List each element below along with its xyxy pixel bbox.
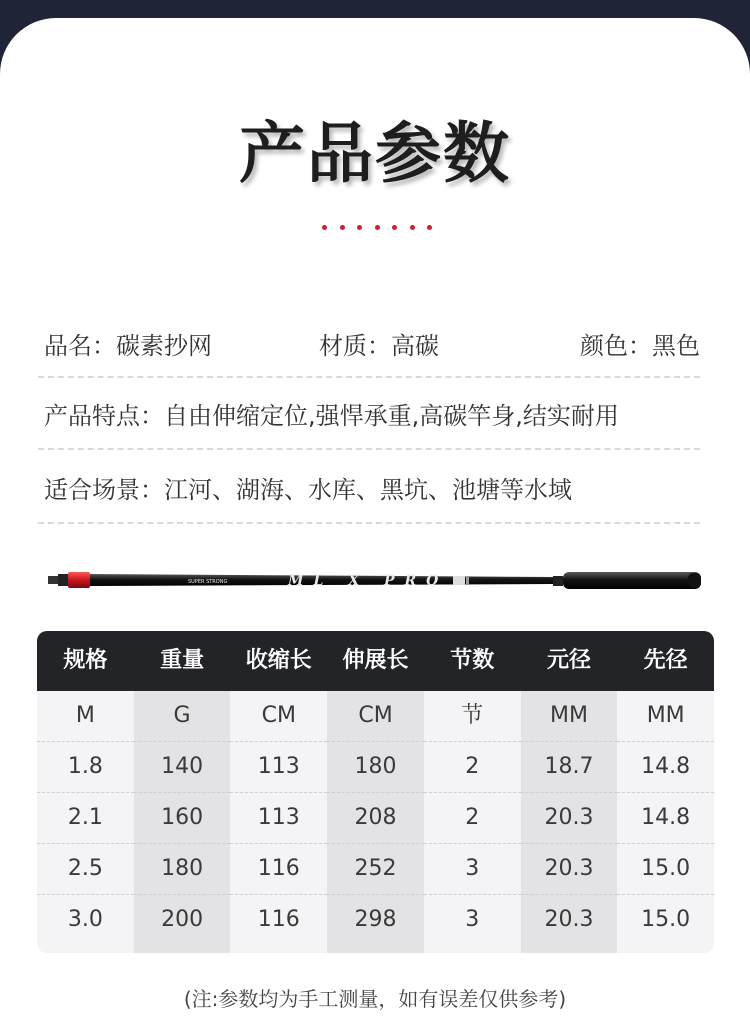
table-cell: 2.1 — [37, 793, 134, 844]
header-cell: 伸展长 — [342, 648, 409, 673]
table-cell: MM — [617, 691, 714, 742]
page-title: 产品参数 — [239, 115, 511, 192]
table-cell: MM — [521, 691, 618, 742]
header-cell: 先径 — [643, 648, 688, 673]
table-column-tip-diameter — [617, 691, 714, 953]
dashed-separator — [38, 522, 700, 524]
table-cell: G — [134, 691, 231, 742]
table-cell: 2 — [424, 793, 521, 844]
landing-net-pole-image — [48, 566, 704, 594]
table-cell: 180 — [134, 844, 231, 895]
product-name: 品名：碳素抄网 — [44, 332, 212, 360]
table-cell: 20.3 — [521, 844, 618, 895]
table-cell: 113 — [230, 793, 327, 844]
table-cell: 140 — [134, 742, 231, 793]
table-column-spec — [37, 691, 134, 953]
table-cell: M — [37, 691, 134, 742]
dashed-separator — [38, 376, 700, 378]
table-cell: 113 — [230, 742, 327, 793]
table-cell: CM — [230, 691, 327, 742]
header-cell: 重量 — [160, 648, 205, 673]
table-cell: 14.8 — [617, 742, 714, 793]
header-cell: 收缩长 — [245, 648, 312, 673]
table-cell: 15.0 — [617, 844, 714, 895]
table-cell: 20.3 — [521, 793, 618, 844]
divider-dot — [375, 225, 380, 230]
measurement-note: (注:参数均为手工测量，如有误差仅供参考) — [183, 987, 567, 1011]
table-column-extended-length — [327, 691, 424, 953]
table-cell: 116 — [230, 844, 327, 895]
header-cell: 规格 — [63, 648, 108, 673]
table-column-sections — [424, 691, 521, 953]
spec-table — [37, 631, 714, 953]
table-cell: 3.0 — [67, 907, 103, 932]
table-cell: 18.7 — [521, 742, 618, 793]
table-cell: 2.5 — [37, 844, 134, 895]
table-header — [37, 631, 714, 691]
divider-dot — [410, 225, 415, 230]
table-cell: CM — [327, 691, 424, 742]
table-column-closed-length — [230, 691, 327, 953]
table-cell: 252 — [327, 844, 424, 895]
table-cell: 160 — [134, 793, 231, 844]
header-cell: 节数 — [450, 648, 495, 673]
table-cell: 180 — [327, 742, 424, 793]
table-body — [37, 691, 714, 953]
table-cell: 3 — [465, 907, 480, 932]
divider-dot — [322, 225, 327, 230]
table-cell: 节 — [424, 691, 521, 742]
table-cell: 14.8 — [617, 793, 714, 844]
table-column-weight — [134, 691, 231, 953]
header-cell: 元径 — [546, 648, 591, 673]
table-cell: 1.8 — [37, 742, 134, 793]
usage-scenes: 适合场景：江河、湖海、水库、黑坑、池塘等水域 — [44, 476, 572, 504]
dashed-separator — [38, 448, 700, 450]
table-cell: 208 — [327, 793, 424, 844]
table-cell: 15.0 — [641, 907, 691, 932]
product-features: 产品特点：自由伸缩定位,强悍承重,高碳竿身,结实耐用 — [44, 402, 619, 430]
table-cell: 3 — [424, 844, 521, 895]
table-column-base-diameter — [521, 691, 618, 953]
divider-dot — [392, 225, 397, 230]
divider-dot — [427, 225, 432, 230]
divider-dot — [340, 225, 345, 230]
table-cell: 116 — [257, 907, 300, 932]
divider-dot — [357, 225, 362, 230]
table-cell: 298 — [354, 907, 397, 932]
title-divider-dots — [322, 225, 432, 235]
product-material: 材质：高碳 — [319, 332, 439, 360]
rod-brand-small: SUPER STRONG — [188, 579, 228, 585]
table-cell: 20.3 — [544, 907, 594, 932]
table-cell: 2 — [424, 742, 521, 793]
rod-model: ML X PRO — [288, 573, 449, 589]
product-color: 颜色：黑色 — [580, 332, 700, 360]
table-cell: 200 — [161, 907, 204, 932]
